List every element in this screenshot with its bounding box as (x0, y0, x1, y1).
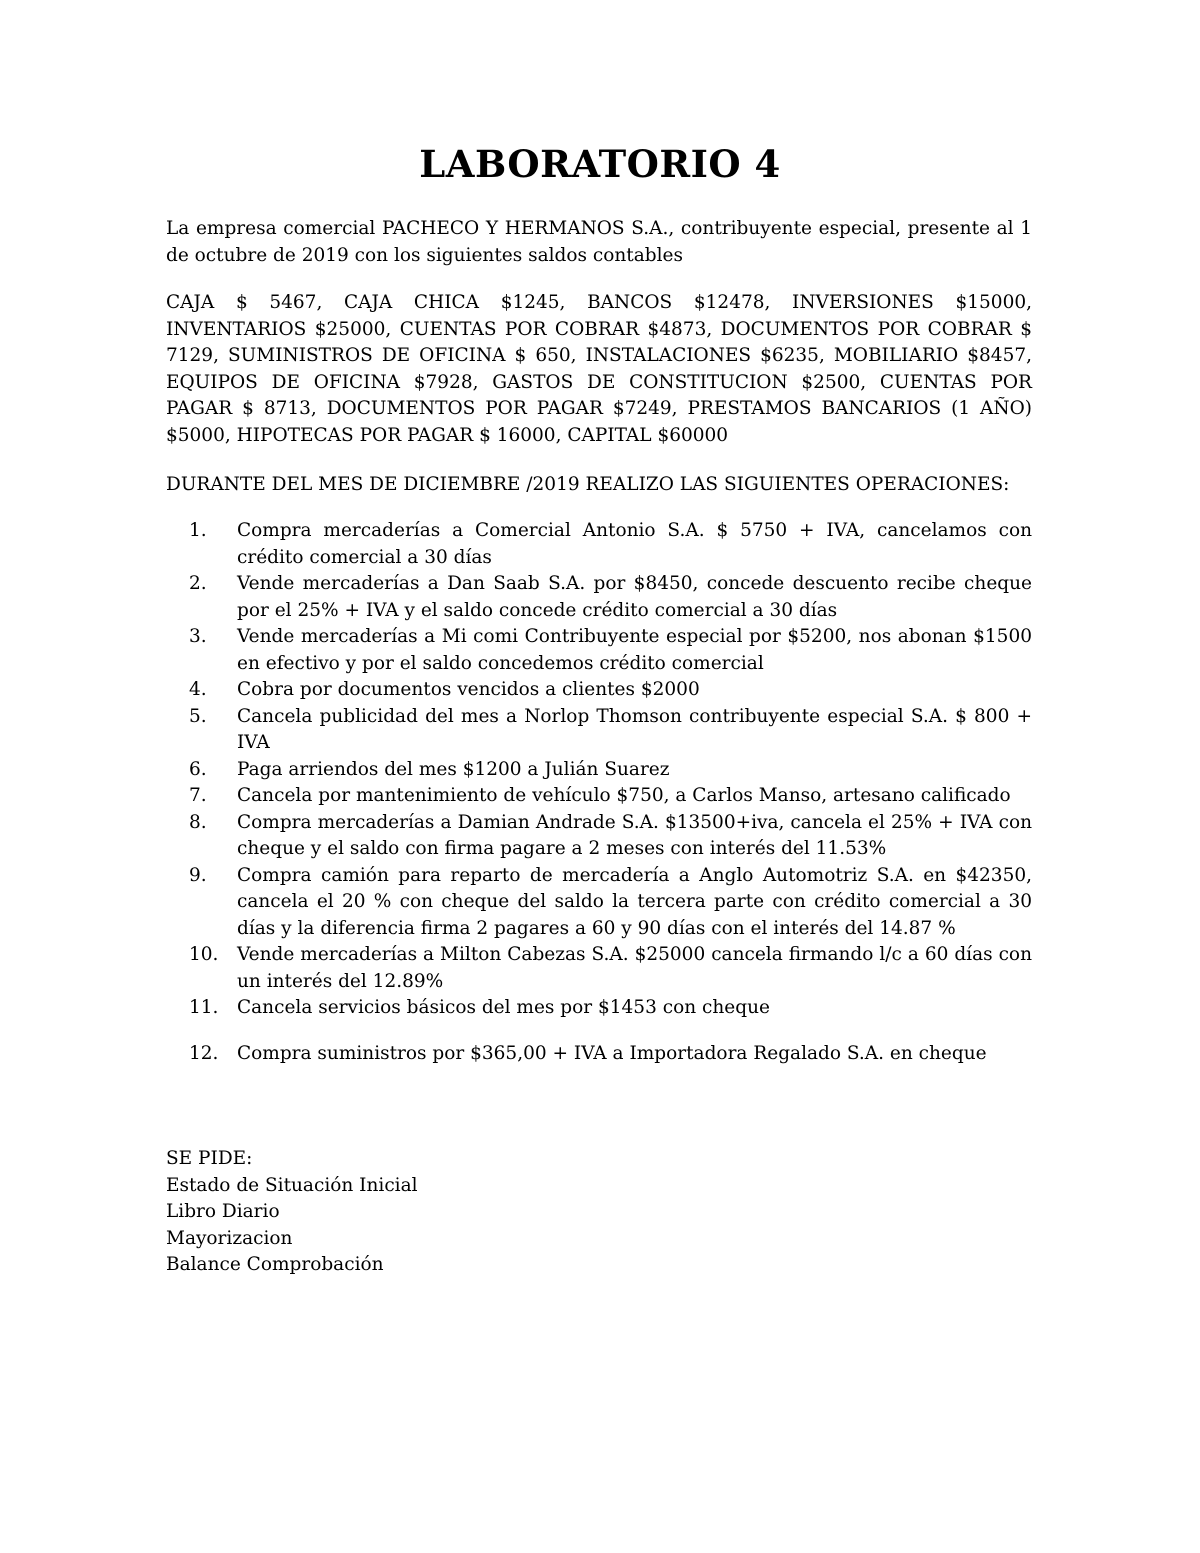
se-pide-item: Estado de Situación Inicial (166, 1174, 418, 1196)
list-item (166, 757, 1032, 784)
se-pide-heading: SE PIDE: (166, 1148, 253, 1169)
item-text: Compra suministros por $365,00 + IVA a Importadora Regalado S.A. en cheque (237, 1042, 987, 1064)
list-item (166, 1041, 1032, 1068)
operations-list (166, 518, 1032, 1067)
item-text: Cancela servicios básicos del mes por $1453 con cheque (237, 997, 770, 1018)
page-title: LABORATORIO 4 (419, 142, 781, 186)
item-text: Compra mercaderías a Damian Andrade S.A. $13500+iva, cancela el 25% + IVA con cheque y el saldo con firma pagare a 2 meses con interés del 11.53% (237, 811, 1032, 859)
list-item (166, 624, 1032, 677)
se-pide-section (166, 1146, 418, 1279)
operations-heading: DURANTE DEL MES DE DICIEMBRE /2019 REALIZO LAS SIGUIENTES OPERACIONES: (166, 474, 1010, 495)
se-pide-item: Balance Comprobación (166, 1254, 384, 1275)
item-number: 12 . (189, 1041, 233, 1068)
item-text: Vende mercaderías a Milton Cabezas S.A. $25000 cancela firmando l/c a 60 días con un interés del 12.89% (237, 944, 1032, 992)
item-text: Cancela por mantenimiento de vehículo $750, a Carlos Manso, artesano calificado (237, 785, 1011, 806)
item-number: 4 . (189, 677, 233, 704)
item-text: Cobra por documentos vencidos a clientes $2000 (237, 679, 700, 700)
list-item (166, 942, 1032, 995)
item-text: Compra camión para reparto de mercadería a Anglo Automotriz S.A. en $42350, cancela el 20 % con cheque del saldo la tercera parte con crédito comercial a 30 días y la diferencia firma 2 pagares a 60 y 90 días con el interés del 14.87 % (237, 864, 1032, 939)
intro-paragraph: La empresa comercial PACHECO Y HERMANOS S.A., contribuyente especial, presente al 1 de octubre de 2019 con los siguientes saldos contables (166, 218, 1032, 266)
item-number: 1 . (189, 518, 233, 545)
item-number: 9 . (189, 863, 233, 890)
item-number: 10 . (189, 942, 233, 969)
list-item (166, 518, 1032, 571)
item-number: 11 . (189, 995, 233, 1022)
list-item (166, 995, 1032, 1022)
se-pide-item: Libro Diario (166, 1201, 280, 1222)
list-item (166, 783, 1032, 810)
item-number: 5 . (189, 704, 233, 731)
list-item (166, 704, 1032, 757)
item-number: 2 . (189, 571, 233, 598)
list-item (166, 571, 1032, 624)
item-text: Paga arriendos del mes $1200 a Julián Suarez (237, 758, 670, 780)
list-item (166, 810, 1032, 863)
list-item (166, 677, 1032, 704)
item-text: Vende mercaderías a Dan Saab S.A. por $8450, concede descuento recibe cheque por el 25% + IVA y el saldo concede crédito comercial a 30 días (237, 573, 1032, 621)
item-number: 3 . (189, 624, 233, 651)
item-number: 6 . (189, 757, 233, 784)
se-pide-item: Mayorizacion (166, 1227, 293, 1249)
list-item (166, 863, 1032, 943)
item-number: 8 . (189, 810, 233, 837)
item-text: Vende mercaderías a Mi comi Contribuyente especial por $5200, nos abonan $1500 en efectivo y por el saldo concedemos crédito comercial (237, 626, 1032, 674)
balances-paragraph: CAJA $ 5467, CAJA CHICA $1245, BANCOS $12478, INVERSIONES $15000, INVENTARIOS $25000, CUENTAS POR COBRAR $4873, DOCUMENTOS POR COBRAR $ 7129, SUMINISTROS DE OFICINA $ 650, INSTALACIONES $6235, MOBILIARIO $8457, EQUIPOS DE OFICINA $7928, GASTOS DE CONSTITUCION $2500, CUENTAS POR PAGAR $ 8713, DOCUMENTOS POR PAGAR $7249, PRESTAMOS BANCARIOS (1 AÑO) $5000, HIPOTECAS POR PAGAR $ 16000, CAPITAL $60000 (166, 292, 1032, 446)
item-text: Cancela publicidad del mes a Norlop Thomson contribuyente especial S.A. $ 800 + IVA (237, 705, 1032, 753)
item-number: 7 . (189, 783, 233, 810)
item-text: Compra mercaderías a Comercial Antonio S.A. $ 5750 + IVA, cancelamos con crédito comercial a 30 días (237, 520, 1032, 568)
